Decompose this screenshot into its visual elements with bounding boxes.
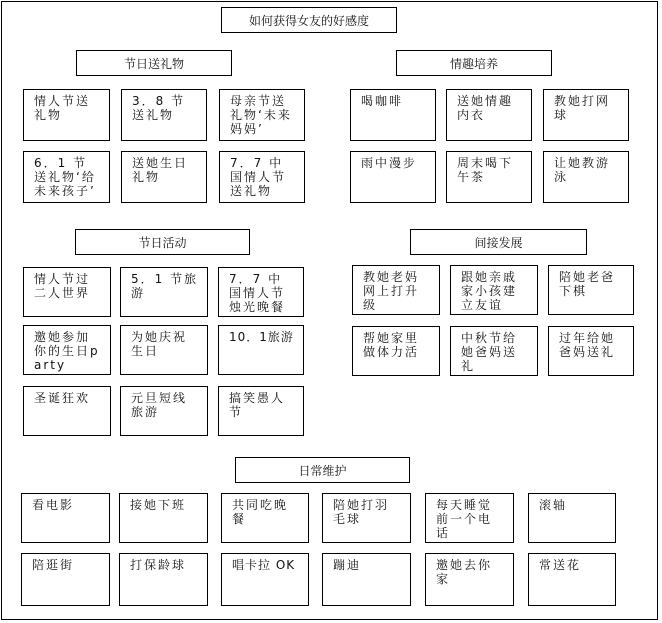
activity-item: 10．1旅游 — [218, 325, 304, 375]
activity-item: 元旦短线旅游 — [120, 386, 208, 436]
daily-item: 打保龄球 — [119, 553, 208, 606]
section-holiday-gifts-title: 节日送礼物 — [76, 50, 232, 76]
section-daily-title: 日常维护 — [235, 457, 410, 483]
activity-item: 为她庆祝生日 — [120, 325, 208, 375]
daily-item: 接她下班 — [119, 493, 208, 543]
indirect-item: 跟她亲戚家小孩建立友谊 — [450, 265, 538, 315]
interest-item: 喝咖啡 — [350, 89, 436, 141]
daily-item: 看电影 — [21, 493, 110, 543]
gift-item: 送她生日礼物 — [121, 151, 207, 203]
daily-item: 蹦迪 — [322, 553, 411, 606]
gift-item: 情人节送礼物 — [23, 89, 110, 141]
daily-item: 常送花 — [528, 553, 616, 606]
daily-item: 邀她去你家 — [425, 553, 514, 606]
interest-item: 周末喝下午茶 — [446, 151, 532, 203]
activity-item: 7．7 中国情人节烛光晚餐 — [218, 267, 304, 317]
main-title: 如何获得女友的好感度 — [221, 7, 397, 33]
daily-item: 陪她打羽毛球 — [322, 493, 411, 543]
section-interest-title: 情趣培养 — [396, 50, 552, 76]
daily-item: 每天睡觉前一个电话 — [425, 493, 514, 543]
indirect-item: 教她老妈网上打升级 — [352, 265, 440, 315]
gift-item: 7．7 中国情人节送礼物 — [219, 151, 305, 203]
indirect-item: 帮她家里做体力活 — [352, 326, 440, 376]
section-indirect-title: 间接发展 — [410, 229, 587, 255]
activity-item: 情人节过二人世界 — [23, 267, 111, 317]
activity-item: 邀她参加你的生日party — [23, 325, 111, 375]
interest-item: 让她教游泳 — [543, 151, 629, 203]
interest-item: 教她打网球 — [543, 89, 629, 141]
gift-item: 母亲节送礼物‘未来妈妈’ — [219, 89, 305, 141]
activity-item: 圣诞狂欢 — [23, 386, 111, 436]
indirect-item: 中秋节给她爸妈送礼 — [450, 326, 538, 376]
section-holiday-activities-title: 节日活动 — [75, 229, 250, 255]
gift-item: 3．8 节送礼物 — [121, 89, 207, 141]
indirect-item: 过年给她爸妈送礼 — [548, 326, 634, 376]
daily-item: 陪逛街 — [21, 553, 110, 606]
interest-item: 送她情趣内衣 — [446, 89, 532, 141]
gift-item: 6．1 节送礼物‘给未来孩子’ — [23, 151, 110, 203]
activity-item: 搞笑愚人节 — [218, 386, 304, 436]
daily-item: 滚轴 — [528, 493, 616, 543]
daily-item: 共同吃晚餐 — [221, 493, 309, 543]
daily-item: 唱卡拉 OK — [221, 553, 309, 606]
indirect-item: 陪她老爸下棋 — [548, 265, 634, 315]
interest-item: 雨中漫步 — [350, 151, 436, 203]
activity-item: 5．1 节旅游 — [120, 267, 208, 317]
